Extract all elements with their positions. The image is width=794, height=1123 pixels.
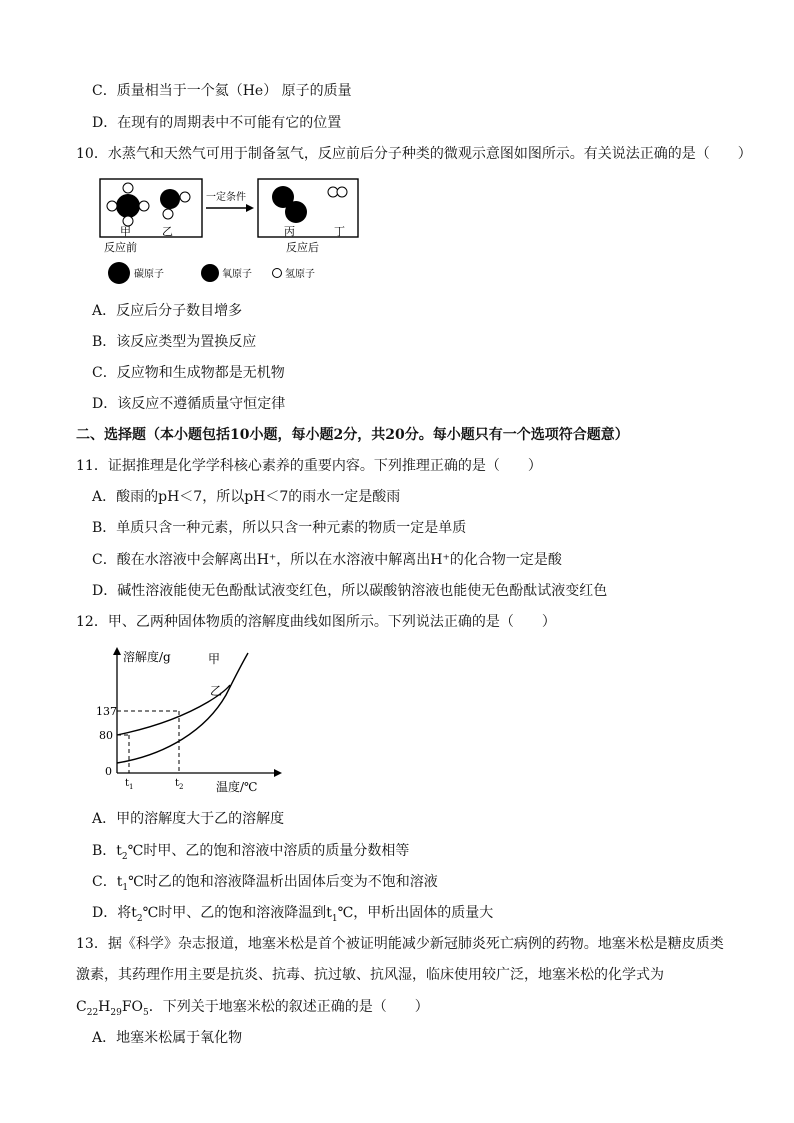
q10-option-d: D．该反应不遵循质量守恒定律: [92, 396, 286, 412]
svg-text:t1: [125, 778, 134, 791]
condition-label: 一定条件: [206, 192, 246, 203]
q13-line-1: 13．据《科学》杂志报道，地塞米松是首个被证明能减少新冠肺炎死亡病例的药物。地塞米松是糖皮质类: [76, 936, 724, 952]
q13-line-3: $C_{22}H_{29}FO_5$．下列关于地塞米松的叙述正确的是（ ）: [76, 999, 429, 1018]
legend-hydrogen-icon: [273, 269, 282, 278]
q12-option-a: A．甲的溶解度大于乙的溶解度: [92, 811, 285, 827]
q12-option-c: C．$t_1℃$时乙的饱和溶液降温析出固体后变为不饱和溶液: [92, 874, 438, 893]
svg-text:t2: [175, 778, 184, 791]
legend-carbon-icon: [108, 262, 130, 284]
label-after: 反应后: [286, 241, 319, 254]
q11-stem: 11．证据推理是化学学科核心素养的重要内容。下列推理正确的是（ ）: [76, 458, 542, 474]
tick-t1: t: [125, 778, 130, 789]
label-yi: 乙: [162, 225, 173, 238]
label-jia: 甲: [120, 225, 131, 238]
q10-option-a: A．反应后分子数目增多: [92, 303, 243, 319]
tick-0: 0: [105, 765, 112, 778]
q12-solubility-chart: [96, 645, 296, 795]
q11-option-a: A．酸雨的pH＜7，所以pH＜7的雨水一定是酸雨: [92, 489, 401, 505]
q12-stem: 12．甲、乙两种固体物质的溶解度曲线如图所示。下列说法正确的是（ ）: [76, 614, 556, 630]
q9-option-c: C．质量相当于一个氦（He） 原子的质量: [92, 83, 352, 99]
tick-137: 137: [96, 705, 117, 718]
series-jia-label: 甲: [208, 652, 221, 666]
tick-t1-sub: 1: [129, 783, 134, 791]
x-axis-arrow-icon: [274, 769, 282, 777]
q13-option-a: A．地塞米松属于氧化物: [92, 1030, 243, 1046]
section-heading: 二、选择题（本小题包括10小题，每小题2分，共20分。每小题只有一个选项符合题意）: [76, 427, 629, 443]
legend-oxygen: 氧原子: [222, 269, 252, 280]
arrow-icon: [246, 204, 254, 212]
label-before: 反应前: [104, 241, 137, 254]
q11-option-c: C．酸在水溶液中会解离出H⁺，所以在水溶液中解离出H⁺的化合物一定是酸: [92, 552, 562, 568]
curve-jia: [117, 653, 248, 763]
x-axis-label: 温度/℃: [216, 780, 258, 794]
tick-t2: t: [175, 778, 180, 789]
q12-option-b: B．$t_2℃$时甲、乙的饱和溶液中溶质的质量分数相等: [92, 843, 410, 862]
series-yi-label: 乙: [210, 684, 223, 698]
tick-t2-sub: 2: [179, 783, 184, 791]
q13-line-2: 激素，其药理作用主要是抗炎、抗毒、抗过敏、抗风湿，临床使用较广泛，地塞米松的化学式为: [76, 967, 664, 983]
tick-80: 80: [99, 729, 113, 742]
q9-option-d: D．在现有的周期表中不可能有它的位置: [92, 115, 342, 131]
legend-oxygen-icon: [201, 264, 219, 282]
q10-option-c: C．反应物和生成物都是无机物: [92, 365, 285, 381]
y-axis-arrow-icon: [113, 647, 121, 655]
legend-hydrogen: 氢原子: [285, 269, 315, 280]
label-bing: 丙: [284, 225, 295, 238]
q10-option-b: B．该反应类型为置换反应: [92, 334, 257, 350]
q11-option-b: B．单质只含一种元素，所以只含一种元素的物质一定是单质: [92, 520, 467, 536]
q10-reaction-diagram: [96, 175, 376, 290]
legend-carbon: 碳原子: [134, 269, 164, 280]
label-ding: 丁: [334, 225, 345, 238]
q12-option-d: D．将$t_2℃$时甲、乙的饱和溶液降温到$t_1℃$，甲析出固体的质量大: [92, 905, 494, 924]
q10-stem: 10．水蒸气和天然气可用于制备氢气，反应前后分子种类的微观示意图如图所示。有关说法正确的是（ ）: [76, 146, 752, 162]
q11-option-d: D．碱性溶液能使无色酚酞试液变红色，所以碳酸钠溶液也能使无色酚酞试液变红色: [92, 583, 608, 599]
y-axis-label: 溶解度/g: [123, 650, 171, 664]
